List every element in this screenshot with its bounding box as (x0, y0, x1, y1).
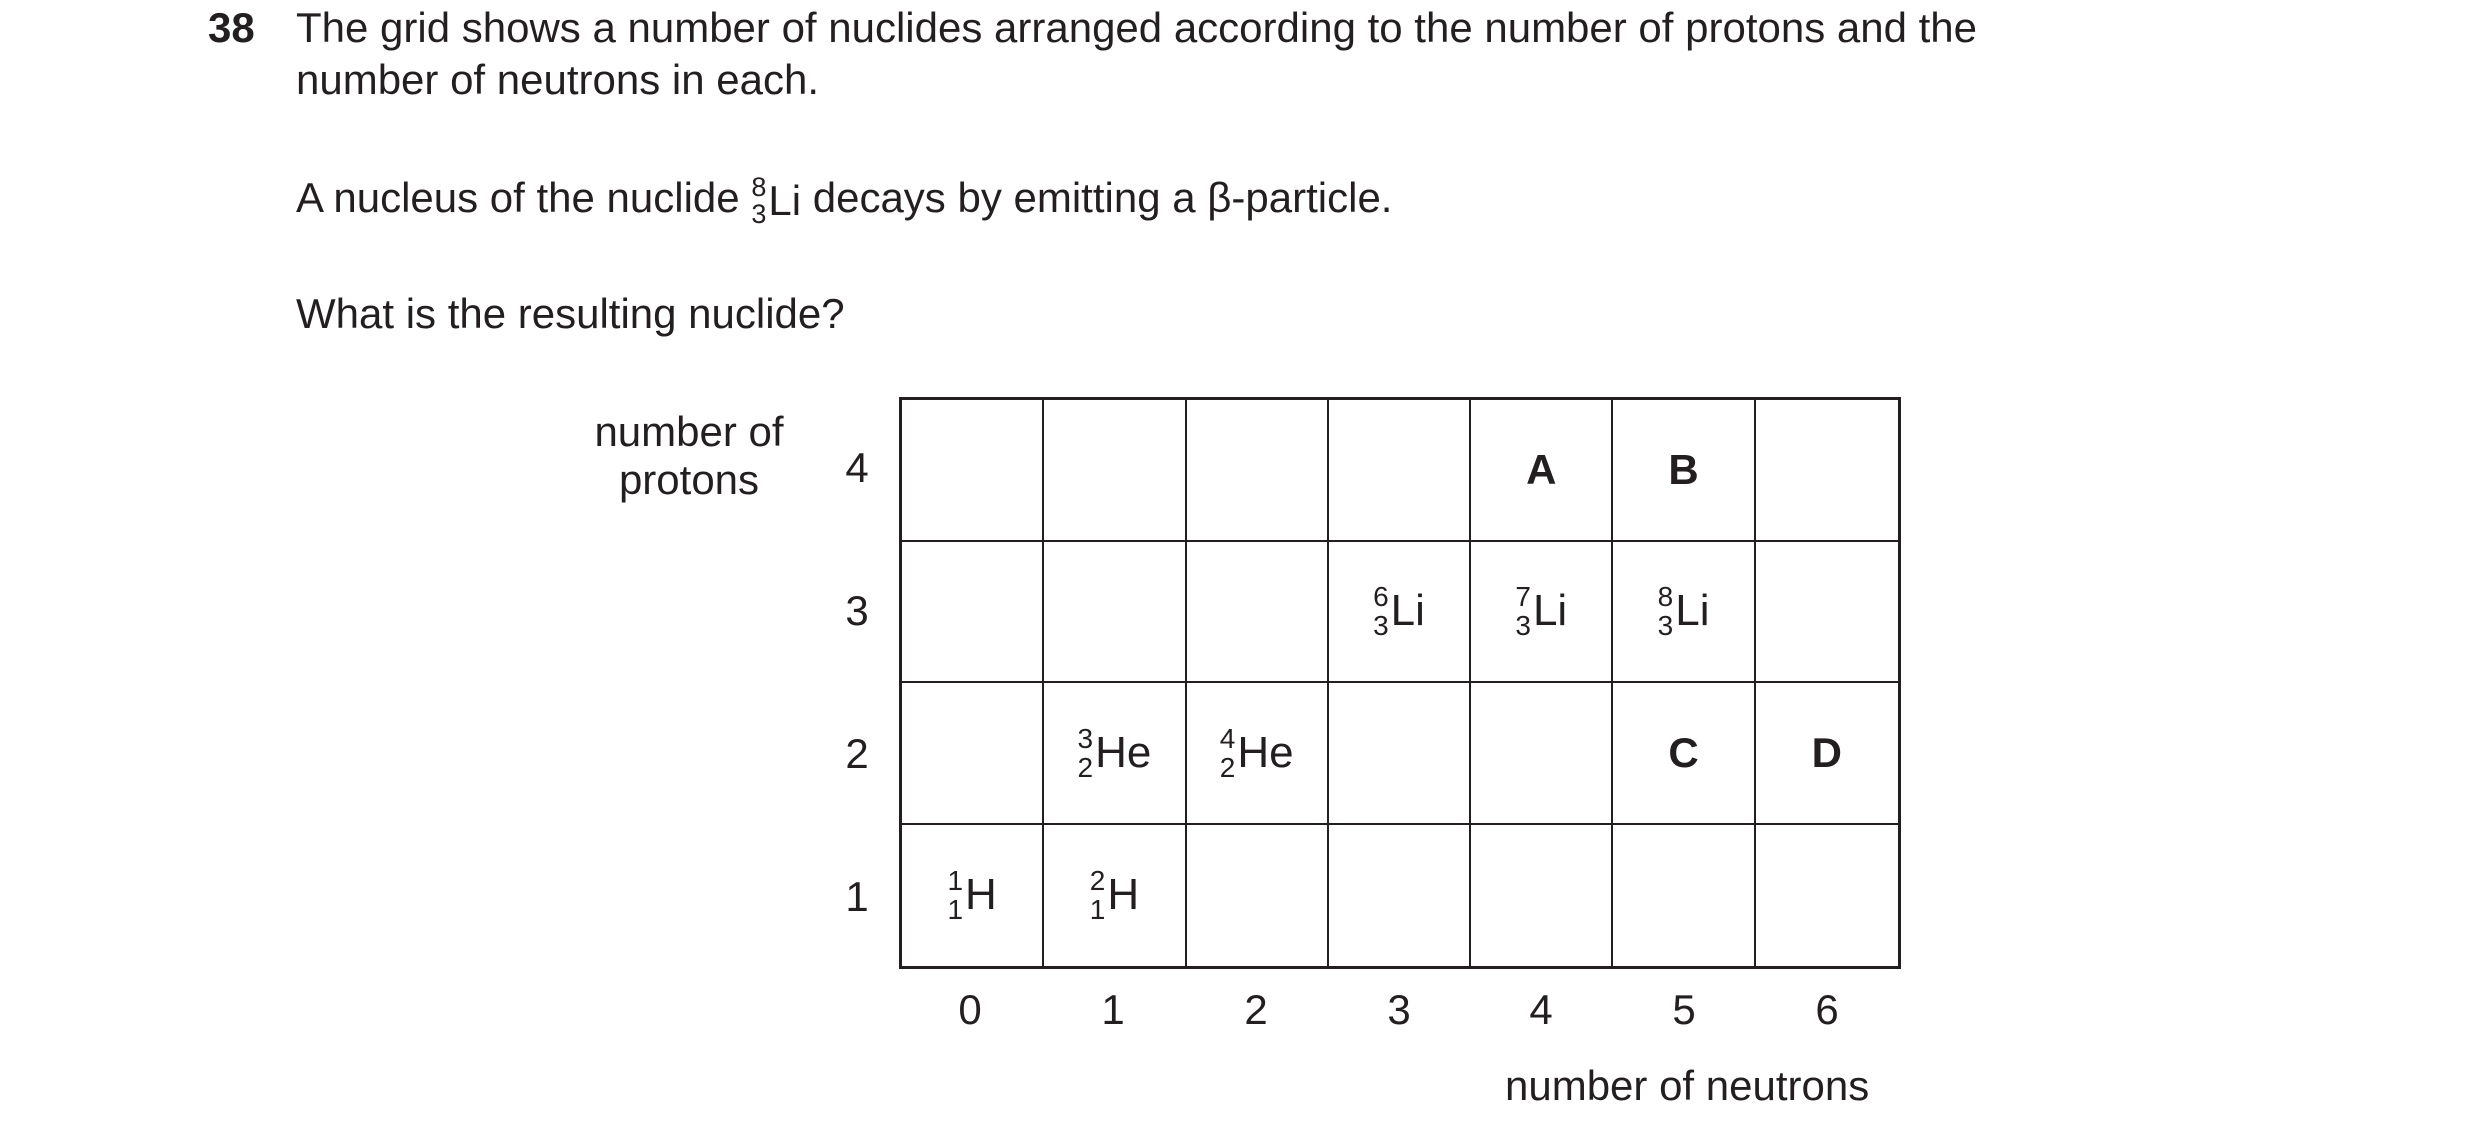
x-tick: 1 (1101, 986, 1125, 1033)
grid-cell (1044, 400, 1186, 542)
grid-cell (1044, 542, 1186, 684)
nuclide (1220, 724, 1294, 782)
grid-cell (902, 400, 1044, 542)
grid-cell (1187, 542, 1329, 684)
grid-cell (1187, 400, 1329, 542)
grid-cell (1187, 683, 1329, 825)
decay-suffix: decays by emitting a β-particle. (812, 174, 1393, 221)
grid-cell (1756, 400, 1898, 542)
nuclide (1658, 582, 1710, 640)
nuclide-atomic-number: 1 (947, 894, 964, 926)
decay-nuclide-mass: 8 (751, 171, 767, 202)
y-tick: 4 (845, 444, 869, 491)
nuclide-symbol: H (1107, 870, 1140, 920)
grid-cell (1044, 825, 1186, 967)
decay-nuclide-symbol: Li (768, 176, 802, 224)
nuclide-mass-number: 4 (1219, 722, 1236, 754)
grid-cell (1471, 542, 1613, 684)
grid-cell (1471, 825, 1613, 967)
decay-nuclide-numbers (751, 171, 767, 229)
grid-cell (1471, 683, 1613, 825)
grid-cell (1329, 683, 1471, 825)
nuclide (1515, 582, 1567, 640)
nuclide-mass-number: 6 (1373, 581, 1389, 613)
nuclide-atomic-number: 1 (1089, 894, 1106, 926)
nuclide-atomic-number: 2 (1219, 751, 1236, 783)
grid-cell (1756, 683, 1898, 825)
nuclide-mass-number: 2 (1089, 865, 1106, 897)
grid-cell (1613, 400, 1755, 542)
decay-prefix: A nucleus of the nuclide (296, 174, 740, 221)
nuclide-grid (899, 397, 1901, 969)
grid-cell (1756, 825, 1898, 967)
nuclide-numbers (1373, 582, 1389, 640)
nuclide-symbol: Li (1675, 586, 1710, 636)
nuclide-mass-number: 7 (1515, 581, 1531, 613)
answer-option-label: D (1811, 728, 1843, 776)
nuclide-mass-number: 3 (1077, 722, 1094, 754)
nuclide-symbol: He (1095, 727, 1152, 777)
nuclide-numbers (947, 866, 963, 924)
decay-nuclide (751, 172, 801, 228)
question-ask: What is the resulting nuclide? (296, 290, 845, 337)
x-tick: 0 (958, 986, 982, 1033)
nuclide-atomic-number: 3 (1373, 610, 1389, 642)
y-axis-label (560, 408, 818, 504)
x-tick: 4 (1529, 986, 1553, 1033)
nuclide-atomic-number: 3 (1657, 610, 1674, 642)
grid-cell (902, 683, 1044, 825)
y-axis-label-line1: number of (594, 408, 784, 455)
answer-option-label: C (1668, 728, 1699, 776)
nuclide-atomic-number: 3 (1515, 610, 1531, 642)
nuclide-symbol: Li (1390, 586, 1425, 636)
grid-cell (1613, 683, 1755, 825)
answer-option-label: B (1668, 445, 1699, 493)
grid-cell (902, 542, 1044, 684)
grid-cell (1756, 542, 1898, 684)
y-tick: 2 (845, 730, 869, 777)
nuclide (1078, 724, 1152, 782)
question-text-line1: The grid shows a number of nuclides arranged according to the number of protons and the (296, 4, 1978, 51)
y-tick: 3 (845, 587, 869, 634)
nuclide-numbers (1090, 866, 1106, 924)
nuclide (1090, 866, 1139, 924)
y-tick: 1 (845, 873, 869, 920)
nuclide-symbol: He (1237, 727, 1294, 777)
nuclide-numbers (1515, 582, 1531, 640)
nuclide-numbers (1220, 724, 1236, 782)
grid-cell (1044, 683, 1186, 825)
nuclide-atomic-number: 2 (1077, 751, 1094, 783)
grid-cell (1613, 825, 1755, 967)
grid-cell (1187, 825, 1329, 967)
y-axis-label-line2: protons (618, 456, 760, 503)
nuclide-mass-number: 8 (1657, 581, 1674, 613)
grid-cell (1613, 542, 1755, 684)
x-axis-label: number of neutrons (1505, 1062, 1870, 1109)
x-tick: 2 (1244, 986, 1268, 1033)
nuclide-mass-number: 1 (947, 865, 964, 897)
decay-nuclide-atomic: 3 (751, 198, 767, 229)
x-tick: 5 (1672, 986, 1696, 1033)
grid-cell (1329, 825, 1471, 967)
grid-cell (1471, 400, 1613, 542)
grid-cell (1329, 400, 1471, 542)
grid-cell (902, 825, 1044, 967)
nuclide-symbol: H (965, 870, 997, 920)
nuclide (1373, 582, 1425, 640)
nuclide-numbers (1658, 582, 1674, 640)
x-tick: 6 (1815, 986, 1839, 1033)
decay-statement (296, 172, 1392, 228)
nuclide-symbol: Li (1532, 586, 1568, 636)
x-tick: 3 (1387, 986, 1411, 1033)
nuclide-numbers (1078, 724, 1094, 782)
grid-cell (1329, 542, 1471, 684)
answer-option-label: A (1526, 445, 1557, 493)
question-number: 38 (208, 4, 255, 51)
question-text-line2: number of neutrons in each. (296, 56, 819, 103)
nuclide (947, 866, 996, 924)
